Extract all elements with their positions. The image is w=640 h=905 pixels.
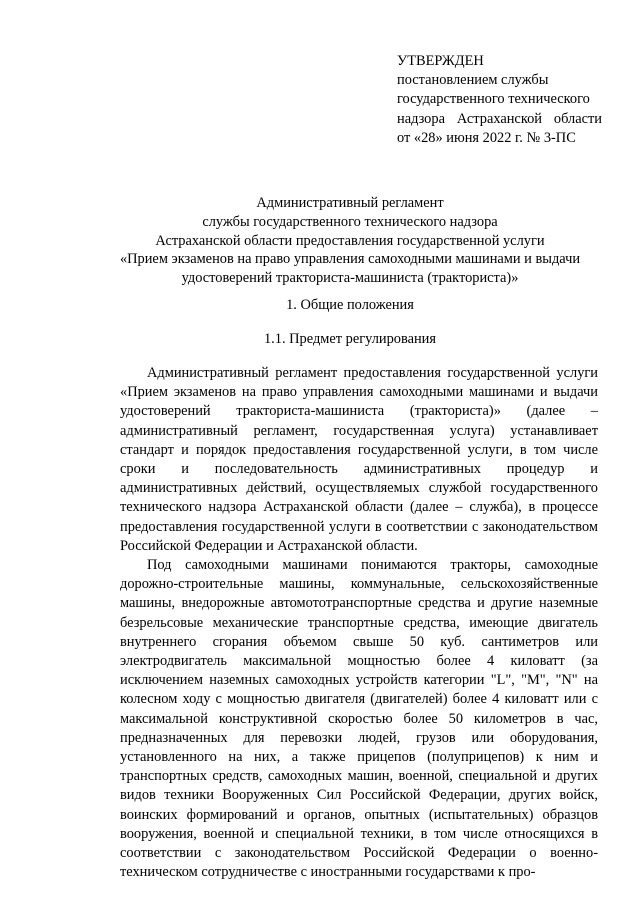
title-line: Астраханской области предоставления государственной услуги — [155, 232, 545, 249]
title-line: службы государственного технического надзора — [202, 213, 498, 230]
body-text — [120, 364, 598, 882]
approval-stamp — [397, 52, 602, 148]
approval-date: от «28» июня 2022 г. № 3-ПС — [397, 129, 576, 146]
title-line: Административный регламент — [256, 195, 444, 211]
title-line: «Прием экзаменов на право управления самоходными машинами и выдачи — [119, 251, 581, 268]
paragraph: Под самоходными машинами понимаются тракторы, самоходные дорожно-строительные машины, коммунальные, сельскохозяйственные машины, внедорожные автомототранспортные средства и другие наземные безрельсовые механические транспортные средства, имеющие двигатель внутреннего сгорания объемом свыше 50 куб. сантиметров или электродвигатель максимальной мощностью более 4 киловатт (за исключением наземных самоходных устройств категории "L", "M", "N" на колесном ходу с мощностью двигателя (двигателей) более 4 киловатт или с максимальной конструктивной скоростью более 50 километров в час, предназначенных для перевозки людей, грузов или оборудования, установленного на них, а также прицепов (полуприцепов) к ним и транспортных средств, самоходных машин, военной, специальной и других видов техники Вооруженных Сил Российской Федерации, других войск, воинских формирований и органов, опытных (испытательных) образцов вооружения, военной и специальной техники, в том числе относящихся в соответствии с законодательством Российской Федерации о военно-техническом сотрудничестве с иностранными государствами к про- — [120, 557, 598, 881]
subsection-heading: 1.1. Предмет регулирования — [263, 331, 436, 347]
title-line: удостоверений тракториста-машиниста (тракториста)» — [181, 270, 519, 287]
approval-line: постановлением службы — [397, 72, 549, 89]
document-title — [100, 194, 600, 288]
approval-title: УТВЕРЖДЕН — [397, 53, 484, 69]
approval-line: надзора Астраханской области — [397, 110, 602, 127]
section-heading: 1. Общие положения — [286, 297, 414, 313]
approval-line: государственного технического — [397, 91, 590, 108]
paragraph: Административный регламент предоставления государственной услуги «Прием экзаменов на право управления самоходными машинами и выдачи удостоверений тракториста-машиниста (тракториста)» (далее – административный регламент, государственная услуга) устанавливает стандарт и порядок предоставления государственной услуги, в том числе сроки и последовательность административных процедур и административных действий, осуществляемых службой государственного технического надзора Астраханской области (далее – служба), в процессе предоставления государственной услуги в соответствии с законодательством Российской Федерации и Астраханской области. — [120, 365, 598, 554]
